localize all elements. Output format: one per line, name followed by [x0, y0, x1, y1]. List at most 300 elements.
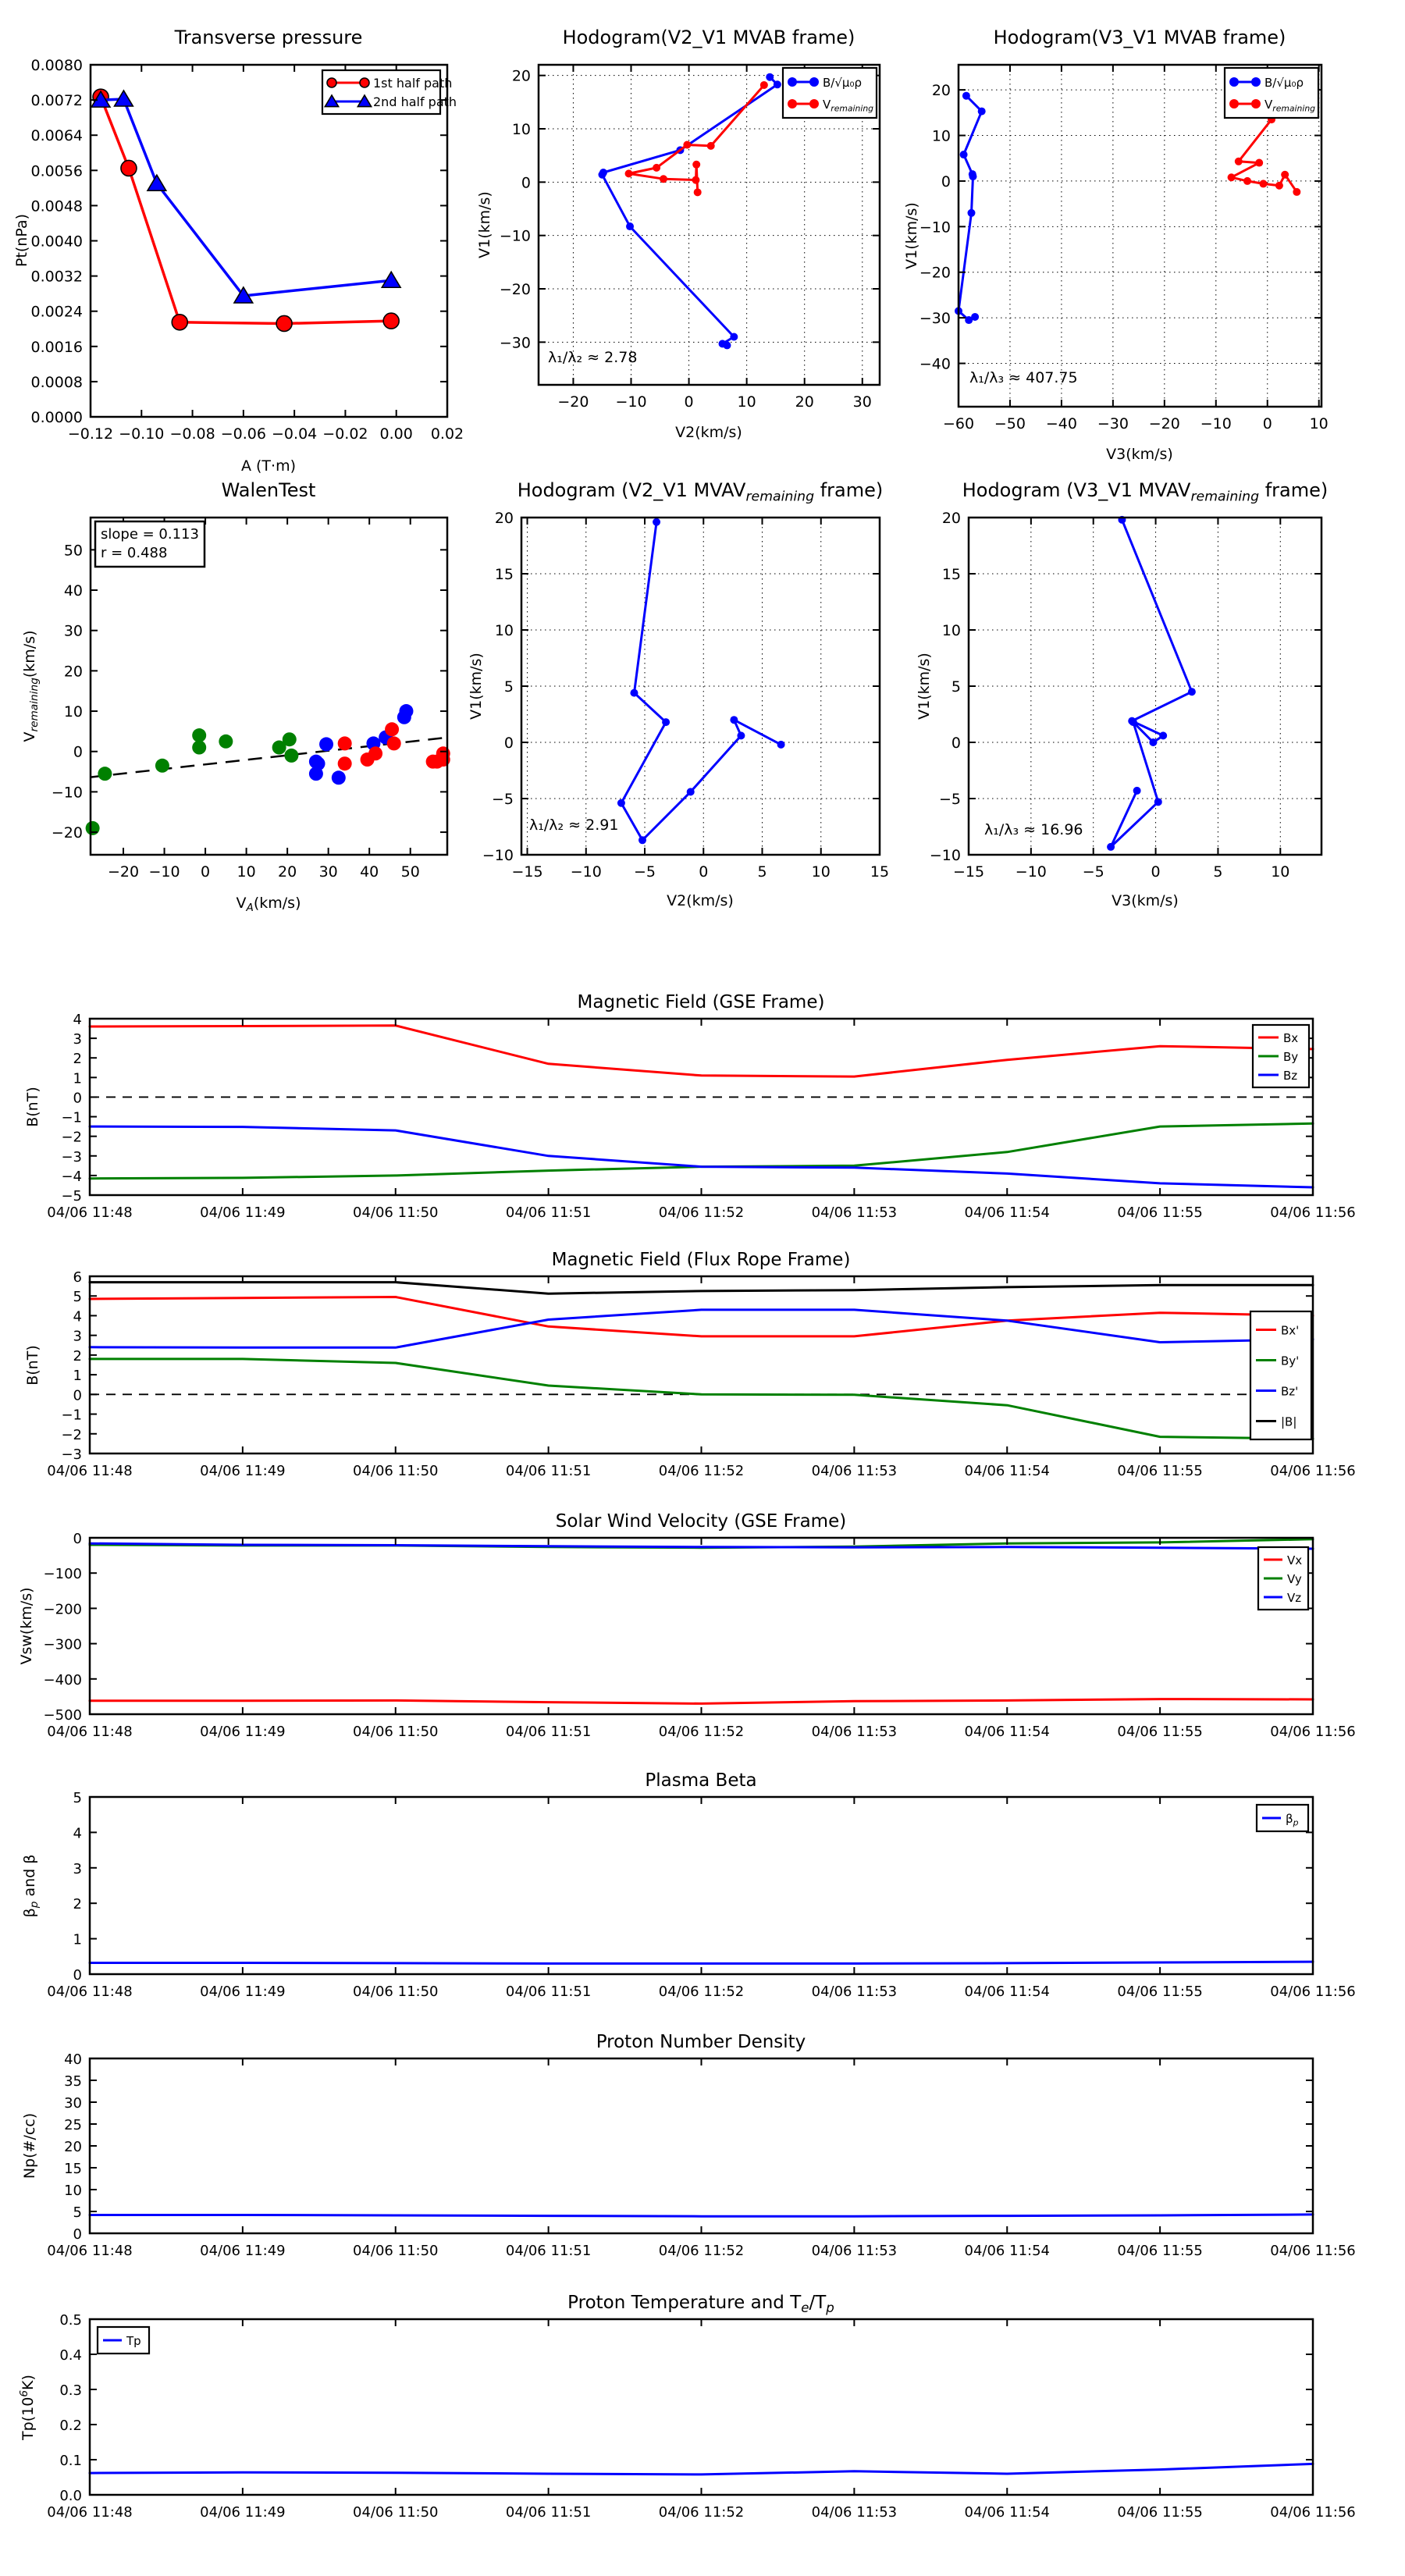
- x-tick-label: 0: [684, 393, 694, 411]
- point-marker: [327, 78, 336, 87]
- chart-hodogram_v2v1_mvab: [476, 27, 880, 441]
- x-tick-label: 30: [318, 863, 338, 881]
- point-marker: [309, 767, 323, 781]
- y-tick-label: 15: [494, 566, 514, 583]
- transverse_pressure-legend: [322, 70, 457, 114]
- hodogram_v2v1_mvav-title: Hodogram (V2_V1 $MVAV_{remaining}$ frame): [517, 479, 884, 505]
- point-marker: [809, 99, 819, 109]
- point-marker: [332, 770, 346, 785]
- x-tick-label: 04/06 11:48: [47, 2243, 133, 2259]
- y-tick-label: −1: [61, 1109, 82, 1126]
- point-marker: [276, 315, 292, 331]
- hodogram_v3v1_mvav-lambda-annotation: λ₁/λ₃ ≈ 16.96: [984, 821, 1083, 838]
- y-tick-label: −30: [919, 310, 951, 328]
- y-tick-label: 15: [941, 566, 961, 583]
- x-tick-label: 04/06 11:48: [47, 2504, 133, 2521]
- point-marker: [967, 209, 975, 217]
- point-marker: [723, 341, 731, 349]
- x-tick-label: −50: [994, 415, 1026, 432]
- tp-title: Proton Temperature and $T_e/T_p$: [567, 2293, 834, 2316]
- point-marker: [192, 741, 206, 755]
- legend-label: $\beta_p$: [1286, 1812, 1299, 1828]
- y-tick-label: 2: [73, 1051, 82, 1068]
- y-tick-label: −30: [499, 334, 531, 352]
- x-tick-label: −0.02: [322, 425, 368, 443]
- tp-ylabel: $Tp(10^6K)$: [17, 2375, 37, 2440]
- np-title: Proton Number Density: [596, 2032, 806, 2052]
- x-tick-label: 04/06 11:50: [353, 1463, 439, 1479]
- point-marker: [338, 756, 352, 770]
- y-tick-label: 5: [73, 2204, 82, 2221]
- hodogram_v2v1_mvav-xlabel: V2(km/s): [667, 892, 734, 909]
- walen_test-xlabel: $V_A(km/s)$: [236, 895, 301, 915]
- vsw-ylabel: Vsw(km/s): [18, 1587, 35, 1665]
- point-marker: [1281, 171, 1289, 179]
- point-marker: [777, 741, 785, 749]
- chart-beta: [21, 1770, 1356, 2000]
- x-tick-label: 04/06 11:53: [811, 2243, 898, 2259]
- point-marker: [962, 92, 970, 100]
- x-tick-label: 04/06 11:49: [200, 2243, 286, 2259]
- x-tick-label: −20: [107, 863, 140, 881]
- y-tick-label: −100: [43, 1566, 82, 1583]
- legend-label: Vx: [1287, 1553, 1303, 1567]
- y-tick-label: −5: [938, 791, 961, 808]
- y-tick-label: 20: [941, 510, 961, 527]
- x-tick-label: −10: [1200, 415, 1232, 432]
- x-tick-label: −0.04: [272, 425, 318, 443]
- y-tick-label: 4: [73, 1825, 82, 1842]
- hodogram_v2v1_mvab-xlabel: V2(km/s): [675, 424, 742, 441]
- x-tick-label: 04/06 11:48: [47, 1724, 133, 1740]
- y-tick-label: 20: [931, 82, 951, 100]
- y-tick-label: −5: [491, 791, 514, 808]
- y-tick-label: −400: [43, 1671, 82, 1688]
- point-marker: [360, 78, 369, 87]
- x-tick-label: 04/06 11:55: [1117, 1984, 1203, 2000]
- point-marker: [687, 788, 695, 795]
- y-tick-label: 0: [73, 2226, 82, 2243]
- point-marker: [788, 77, 797, 87]
- x-tick-label: 04/06 11:54: [964, 1463, 1050, 1479]
- y-tick-label: 0: [73, 743, 83, 761]
- x-tick-label: −0.12: [67, 425, 114, 443]
- x-tick-label: 04/06 11:53: [811, 2504, 898, 2521]
- point-marker: [387, 736, 401, 750]
- y-tick-label: 20: [64, 2139, 82, 2155]
- legend-label: By: [1283, 1050, 1299, 1064]
- chart-walen_test: [21, 479, 450, 914]
- y-tick-label: 2: [73, 1347, 82, 1364]
- point-marker: [737, 731, 745, 739]
- point-marker: [694, 188, 702, 196]
- x-tick-label: 04/06 11:55: [1117, 2243, 1203, 2259]
- x-tick-label: 04/06 11:53: [811, 1984, 898, 2000]
- point-marker: [1107, 843, 1115, 851]
- x-tick-label: 0.02: [430, 425, 464, 443]
- legend-label: Bx': [1281, 1323, 1300, 1338]
- y-tick-label: 25: [64, 2117, 82, 2133]
- transverse_pressure-xlabel: A (T·m): [240, 457, 297, 475]
- point-marker: [978, 108, 986, 116]
- y-tick-label: −10: [51, 784, 83, 802]
- y-tick-label: −10: [929, 847, 961, 864]
- x-tick-label: 04/06 11:50: [353, 1204, 439, 1221]
- point-marker: [368, 746, 382, 760]
- y-tick-label: 0.0056: [30, 162, 83, 180]
- x-tick-label: −40: [1045, 415, 1077, 432]
- hodogram_v2v1_mvav-ylabel: V1(km/s): [468, 653, 485, 720]
- point-marker: [774, 80, 781, 88]
- x-tick-label: 04/06 11:56: [1270, 1463, 1356, 1479]
- x-tick-label: 10: [737, 393, 756, 411]
- point-marker: [598, 171, 606, 179]
- y-tick-label: 0.1: [59, 2453, 82, 2469]
- x-tick-label: −20: [1148, 415, 1180, 432]
- legend-label: Bz': [1281, 1384, 1299, 1399]
- x-tick-label: 04/06 11:54: [964, 2504, 1050, 2521]
- point-marker: [385, 722, 399, 736]
- point-marker: [617, 799, 625, 807]
- x-tick-label: 15: [870, 863, 890, 881]
- x-tick-label: 04/06 11:48: [47, 1463, 133, 1479]
- x-tick-label: −5: [1082, 863, 1104, 881]
- vsw-legend: [1258, 1547, 1308, 1610]
- chart-b_gse: [24, 992, 1356, 1221]
- hodogram_v3v1_mvab-lambda-annotation: λ₁/λ₃ ≈ 407.75: [969, 369, 1078, 386]
- point-marker: [1255, 159, 1263, 167]
- y-tick-label: 0.0000: [30, 409, 83, 426]
- y-tick-label: −4: [61, 1168, 82, 1185]
- hodogram_v3v1_mvab-legend: [1225, 68, 1318, 118]
- x-tick-label: 0.00: [379, 425, 413, 443]
- point-marker: [399, 704, 413, 718]
- hodogram_v2v1_mvav-lambda-annotation: λ₁/λ₂ ≈ 2.91: [529, 817, 619, 834]
- x-tick-label: 04/06 11:52: [658, 1204, 745, 1221]
- y-tick-label: 3: [73, 1860, 82, 1877]
- beta-legend: [1257, 1805, 1308, 1831]
- x-tick-label: 04/06 11:55: [1117, 1463, 1203, 1479]
- y-tick-label: 1: [73, 1931, 82, 1948]
- hodogram_v3v1_mvav-title: Hodogram (V3_V1 $MVAV_{remaining}$ frame): [962, 479, 1329, 505]
- y-tick-label: 15: [64, 2161, 82, 2177]
- x-tick-label: −60: [942, 415, 975, 432]
- y-tick-label: 5: [73, 1790, 82, 1806]
- x-tick-label: 04/06 11:53: [811, 1463, 898, 1479]
- y-tick-label: 6: [73, 1269, 82, 1286]
- legend-label: B/√μ₀ρ: [823, 76, 862, 90]
- legend-label: By': [1281, 1354, 1300, 1368]
- point-marker: [284, 749, 298, 763]
- y-tick-label: 40: [64, 2051, 82, 2068]
- hodogram_v3v1_mvav-ylabel: V1(km/s): [916, 653, 933, 720]
- x-tick-label: 04/06 11:51: [505, 1724, 592, 1740]
- x-tick-label: 04/06 11:56: [1270, 1984, 1356, 2000]
- point-marker: [788, 99, 797, 109]
- x-tick-label: 04/06 11:51: [505, 1463, 592, 1479]
- b_frf-title: Magnetic Field (Flux Rope Frame): [551, 1250, 851, 1270]
- hodogram_v2v1_mvab-legend: [783, 68, 877, 118]
- y-tick-label: −40: [919, 355, 951, 373]
- y-tick-label: 20: [494, 510, 514, 527]
- x-tick-label: 04/06 11:52: [658, 2504, 745, 2521]
- x-tick-label: 04/06 11:52: [658, 1984, 745, 2000]
- y-tick-label: 0.0: [59, 2488, 82, 2504]
- chart-transverse_pressure: [13, 27, 464, 475]
- x-tick-label: 10: [811, 863, 831, 881]
- x-tick-label: 04/06 11:53: [811, 1724, 898, 1740]
- stat-line: slope = 0.113: [101, 526, 199, 543]
- y-tick-label: 10: [941, 622, 961, 639]
- x-tick-label: 04/06 11:49: [200, 1984, 286, 2000]
- y-tick-label: 0.0024: [30, 303, 83, 321]
- legend-label: $V_{remaining}$: [823, 98, 874, 114]
- y-tick-label: −3: [61, 1446, 82, 1463]
- y-tick-label: 0.2: [59, 2418, 82, 2434]
- y-tick-label: 10: [64, 2183, 82, 2199]
- y-tick-label: 10: [494, 622, 514, 639]
- x-tick-label: −0.06: [220, 425, 266, 443]
- point-marker: [121, 160, 137, 176]
- point-marker: [172, 315, 187, 330]
- point-marker: [660, 175, 667, 183]
- y-tick-label: −2: [61, 1129, 82, 1146]
- y-tick-label: 0: [73, 1387, 82, 1404]
- x-tick-label: 0: [699, 863, 709, 881]
- point-marker: [1159, 731, 1167, 739]
- x-tick-label: 04/06 11:48: [47, 1984, 133, 2000]
- x-tick-label: 04/06 11:53: [811, 1204, 898, 1221]
- point-marker: [626, 222, 634, 230]
- legend-label: Bz: [1283, 1069, 1298, 1083]
- point-marker: [338, 736, 352, 750]
- beta-ylabel: $\beta_p$ and β: [21, 1854, 41, 1918]
- hodogram_v3v1_mvab-title: Hodogram(V3_V1 MVAB frame): [993, 27, 1286, 48]
- point-marker: [653, 518, 660, 526]
- x-tick-label: −0.10: [119, 425, 165, 443]
- x-tick-label: 04/06 11:49: [200, 1724, 286, 1740]
- y-tick-label: −5: [61, 1188, 82, 1204]
- y-tick-label: 0.5: [59, 2312, 82, 2329]
- point-marker: [692, 176, 699, 184]
- x-tick-label: −10: [1015, 863, 1047, 881]
- point-marker: [319, 737, 333, 751]
- point-marker: [192, 728, 206, 742]
- point-marker: [1228, 173, 1236, 181]
- x-tick-label: 04/06 11:54: [964, 1984, 1050, 2000]
- x-tick-label: −30: [1097, 415, 1129, 432]
- point-marker: [760, 81, 768, 89]
- hodogram_v2v1_mvab-lambda-annotation: λ₁/λ₂ ≈ 2.78: [548, 349, 638, 366]
- x-tick-label: 04/06 11:55: [1117, 1724, 1203, 1740]
- y-tick-label: 0: [73, 1531, 82, 1547]
- x-tick-label: 04/06 11:51: [505, 1204, 592, 1221]
- x-tick-label: 30: [852, 393, 872, 411]
- point-marker: [1235, 158, 1243, 165]
- x-tick-label: 04/06 11:48: [47, 1204, 133, 1221]
- b_frf-legend: [1250, 1311, 1311, 1439]
- x-tick-label: 04/06 11:54: [964, 1724, 1050, 1740]
- y-tick-label: 5: [73, 1289, 82, 1306]
- y-tick-label: 0.0016: [30, 338, 83, 356]
- chart-hodogram_v2v1_mvav: [468, 479, 889, 909]
- y-tick-label: 10: [931, 127, 951, 145]
- x-tick-label: 04/06 11:52: [658, 1724, 745, 1740]
- beta-title: Plasma Beta: [645, 1770, 757, 1791]
- point-marker: [1259, 180, 1267, 187]
- x-tick-label: −15: [511, 863, 543, 881]
- y-tick-label: −10: [499, 227, 531, 245]
- y-tick-label: 2: [73, 1896, 82, 1913]
- hodogram_v2v1_mvab-ylabel: V1(km/s): [476, 191, 493, 258]
- y-tick-label: −200: [43, 1601, 82, 1618]
- stat-line: r = 0.488: [101, 545, 168, 561]
- point-marker: [630, 689, 638, 697]
- y-tick-label: −10: [482, 847, 514, 864]
- x-tick-label: 10: [1309, 415, 1329, 432]
- x-tick-label: 04/06 11:51: [505, 2243, 592, 2259]
- legend-label: Tp: [126, 2334, 141, 2348]
- x-tick-label: 50: [400, 863, 420, 881]
- point-marker: [1154, 798, 1162, 806]
- b_frf-ylabel: B(nT): [24, 1345, 41, 1386]
- chart-np: [21, 2032, 1356, 2259]
- walen_test-title: WalenTest: [221, 479, 316, 501]
- point-marker: [683, 141, 691, 149]
- x-tick-label: −10: [148, 863, 180, 881]
- legend-label: Vy: [1287, 1572, 1302, 1586]
- y-tick-label: 0: [73, 1090, 82, 1107]
- y-tick-label: −20: [919, 264, 951, 282]
- x-tick-label: 04/06 11:49: [200, 2504, 286, 2521]
- chart-tp: [18, 2293, 1356, 2521]
- vsw-title: Solar Wind Velocity (GSE Frame): [555, 1511, 847, 1532]
- x-tick-label: 04/06 11:50: [353, 2243, 439, 2259]
- point-marker: [1293, 188, 1300, 196]
- point-marker: [1229, 77, 1239, 87]
- y-tick-label: 30: [63, 622, 83, 640]
- y-tick-label: 0: [73, 1967, 82, 1984]
- x-tick-label: 04/06 11:55: [1117, 2504, 1203, 2521]
- x-tick-label: 04/06 11:52: [658, 1463, 745, 1479]
- point-marker: [219, 735, 233, 749]
- walen_test-ylabel: $V_{remaining}(km/s)$: [21, 630, 41, 742]
- y-tick-label: 0.0080: [30, 57, 83, 74]
- point-marker: [730, 716, 738, 724]
- x-tick-label: 04/06 11:50: [353, 1724, 439, 1740]
- point-marker: [1188, 688, 1196, 696]
- point-marker: [625, 169, 633, 177]
- x-tick-label: 0: [201, 863, 211, 881]
- point-marker: [283, 732, 297, 746]
- y-tick-label: 4: [73, 1308, 82, 1325]
- x-tick-label: 04/06 11:56: [1270, 1724, 1356, 1740]
- legend-label: 2nd half path: [373, 94, 457, 109]
- y-tick-label: 0.0048: [30, 197, 83, 215]
- x-tick-label: −15: [952, 863, 985, 881]
- point-marker: [809, 77, 819, 87]
- y-tick-label: 5: [503, 678, 514, 696]
- y-tick-label: −1: [61, 1407, 82, 1424]
- point-marker: [960, 151, 968, 158]
- point-marker: [1251, 99, 1261, 109]
- y-tick-label: −300: [43, 1636, 82, 1653]
- y-tick-label: 4: [73, 1012, 82, 1028]
- y-tick-label: 0.4: [59, 2347, 82, 2364]
- hodogram_v3v1_mvab-ylabel: V1(km/s): [903, 202, 920, 269]
- legend-label: $V_{remaining}$: [1264, 98, 1316, 114]
- hodogram_v2v1_mvab-title: Hodogram(V2_V1 MVAB frame): [562, 27, 855, 48]
- hodogram_v3v1_mvav-xlabel: V3(km/s): [1112, 892, 1179, 909]
- point-marker: [86, 821, 100, 835]
- point-marker: [1133, 787, 1141, 795]
- y-tick-label: 1: [73, 1368, 82, 1385]
- chart-hodogram_v3v1_mvav: [916, 479, 1328, 909]
- y-tick-label: 10: [63, 703, 83, 721]
- x-tick-label: 04/06 11:49: [200, 1463, 286, 1479]
- transverse_pressure-title: Transverse pressure: [174, 27, 363, 48]
- x-tick-label: 04/06 11:56: [1270, 1204, 1356, 1221]
- x-tick-label: 04/06 11:50: [353, 1984, 439, 2000]
- b_gse-ylabel: B(nT): [24, 1087, 41, 1127]
- point-marker: [971, 313, 979, 321]
- b_gse-title: Magnetic Field (GSE Frame): [577, 992, 825, 1012]
- x-tick-label: 40: [360, 863, 379, 881]
- x-tick-label: 0: [1151, 863, 1161, 881]
- point-marker: [638, 836, 646, 844]
- y-tick-label: 3: [73, 1031, 82, 1048]
- chart-b_frf: [24, 1250, 1356, 1479]
- x-tick-label: −10: [570, 863, 602, 881]
- legend-label: 1st half path: [373, 76, 453, 91]
- x-tick-label: −10: [615, 393, 647, 411]
- y-tick-label: 0: [503, 735, 514, 752]
- y-tick-label: 20: [63, 663, 83, 681]
- point-marker: [1229, 99, 1239, 109]
- x-tick-label: 20: [795, 393, 814, 411]
- legend-label: B/√μ₀ρ: [1264, 76, 1304, 90]
- x-tick-label: 0: [1262, 415, 1272, 432]
- y-tick-label: 35: [64, 2073, 82, 2090]
- y-tick-label: 0.0032: [30, 268, 83, 286]
- point-marker: [155, 759, 169, 773]
- chart-vsw: [18, 1511, 1356, 1740]
- legend-label: |B|: [1281, 1414, 1297, 1429]
- y-tick-label: −10: [919, 219, 951, 237]
- point-marker: [383, 313, 399, 329]
- x-tick-label: 5: [757, 863, 767, 881]
- y-tick-label: 5: [951, 678, 961, 696]
- y-tick-label: 0.0072: [30, 92, 83, 110]
- x-tick-label: 04/06 11:52: [658, 2243, 745, 2259]
- x-tick-label: 5: [1213, 863, 1223, 881]
- y-tick-label: 0: [521, 174, 531, 192]
- point-marker: [1129, 718, 1137, 726]
- x-tick-label: −5: [634, 863, 656, 881]
- y-tick-label: 20: [511, 67, 531, 85]
- transverse_pressure-ylabel: Pt(nPa): [13, 213, 30, 268]
- point-marker: [969, 173, 976, 180]
- y-tick-label: 3: [73, 1328, 82, 1345]
- x-tick-label: 04/06 11:56: [1270, 2243, 1356, 2259]
- point-marker: [98, 767, 112, 781]
- point-marker: [1149, 738, 1157, 746]
- legend-label: Vz: [1287, 1591, 1302, 1605]
- y-tick-label: 0.0064: [30, 127, 83, 145]
- y-tick-label: 0: [941, 173, 951, 190]
- hodogram_v3v1_mvab-xlabel: V3(km/s): [1106, 446, 1173, 463]
- x-tick-label: 10: [237, 863, 256, 881]
